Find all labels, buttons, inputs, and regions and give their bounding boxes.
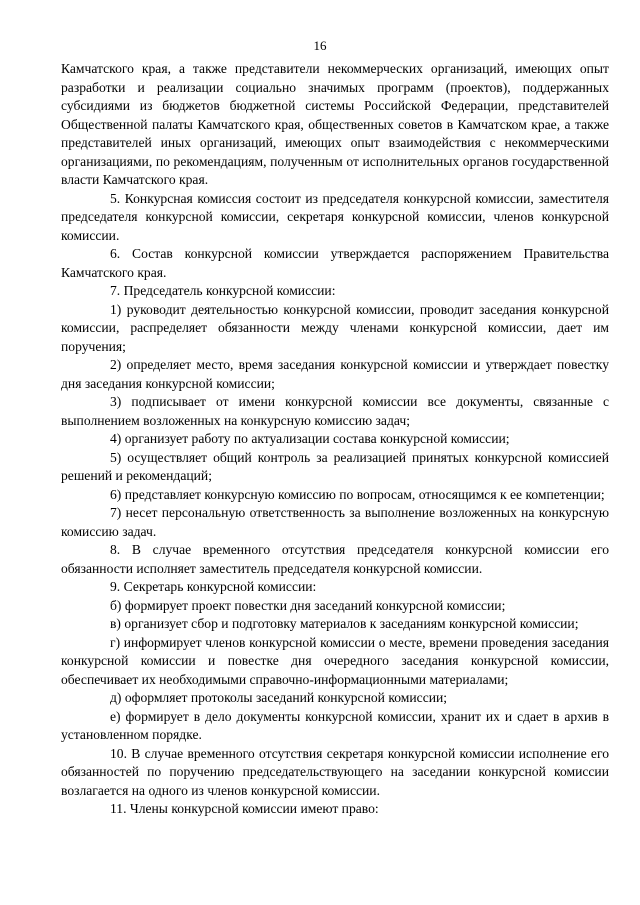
subitem-9-b: б) формирует проект повестки дня заседаний конкурсной комиссии;: [110, 597, 506, 613]
paragraph-item-10: 10. В случае временного отсутствия секретаря конкурсной комиссии исполнение его обязанностей по поручению председательствующего на заседании конкурсной комиссии возлагается на одного из членов конкурсной комиссии.: [61, 745, 609, 798]
page-number: 16: [313, 38, 327, 53]
subitem-7-1: 1) руководит деятельностью конкурсной комиссии, проводит заседания конкурсной комиссии, распределяет обязанности между членами конкурсной комиссии, дает им поручения;: [61, 301, 609, 354]
subitem-7-7: 7) несет персональную ответственность за выполнение возложенных на конкурсную комиссию задач.: [61, 505, 609, 539]
paragraph-item-8: 8. В случае временного отсутствия председателя конкурсной комиссии его обязанности исполняет заместитель председателя конкурсной комиссии.: [61, 542, 609, 576]
subitem-9-e: е) формирует в дело документы конкурсной комиссии, хранит их и сдает в архив в установленном порядке.: [61, 708, 609, 742]
subitem-9-g: г) информирует членов конкурсной комиссии о месте, времени проведения заседания конкурсной комиссии и повестке дня очередного заседания конкурсной комиссии, обеспечивает их необходимыми справочно-информационными материалами;: [61, 634, 609, 687]
paragraph-continuation: Камчатского края, а также представители некоммерческих организаций, имеющих опыт разработки и реализации социально значимых программ (проектов), поддержанных субсидиями из бюджетов бюджетной системы Российской Федерации, представителей Общественной палаты Камчатского края, общественных советов в Камчатском крае, а также представителей иных организаций, имеющих опыт взаимодействия с некоммерческими организациями, по рекомендациям, полученным от исполнительных органов государственной власти Камчатского края.: [61, 61, 609, 187]
paragraph-item-9: 9. Секретарь конкурсной комиссии:: [110, 579, 317, 594]
subitem-9-d: д) оформляет протоколы заседаний конкурсной комиссии;: [110, 690, 448, 705]
paragraph-item-6: 6. Состав конкурсной комиссии утверждается распоряжением Правительства Камчатского края.: [61, 246, 609, 280]
subitem-7-2: 2) определяет место, время заседания конкурсной комиссии и утверждает повестку дня заседания конкурсной комиссии;: [61, 357, 609, 391]
paragraph-item-5: 5. Конкурсная комиссия состоит из председателя конкурсной комиссии, заместителя председателя конкурсной комиссии, секретаря конкурсной комиссии, членов конкурсной комиссии.: [61, 190, 609, 243]
document-body: [61, 60, 609, 819]
paragraph-item-11: 11. Члены конкурсной комиссии имеют право:: [110, 801, 379, 816]
subitem-7-6: 6) представляет конкурсную комиссию по вопросам, относящимся к ее компетенции;: [110, 486, 605, 502]
paragraph-item-7: 7. Председатель конкурсной комиссии:: [110, 283, 336, 298]
subitem-7-3: 3) подписывает от имени конкурсной комиссии все документы, связанные с выполнением возложенных на конкурсную комиссию задач;: [61, 394, 609, 428]
subitem-7-4: 4) организует работу по актуализации состава конкурсной комиссии;: [110, 431, 510, 446]
subitem-7-5: 5) осуществляет общий контроль за реализацией принятых конкурсной комиссией решений и рекомендаций;: [61, 449, 609, 483]
subitem-9-v: в) организует сбор и подготовку материалов к заседаниям конкурсной комиссии;: [110, 616, 579, 631]
